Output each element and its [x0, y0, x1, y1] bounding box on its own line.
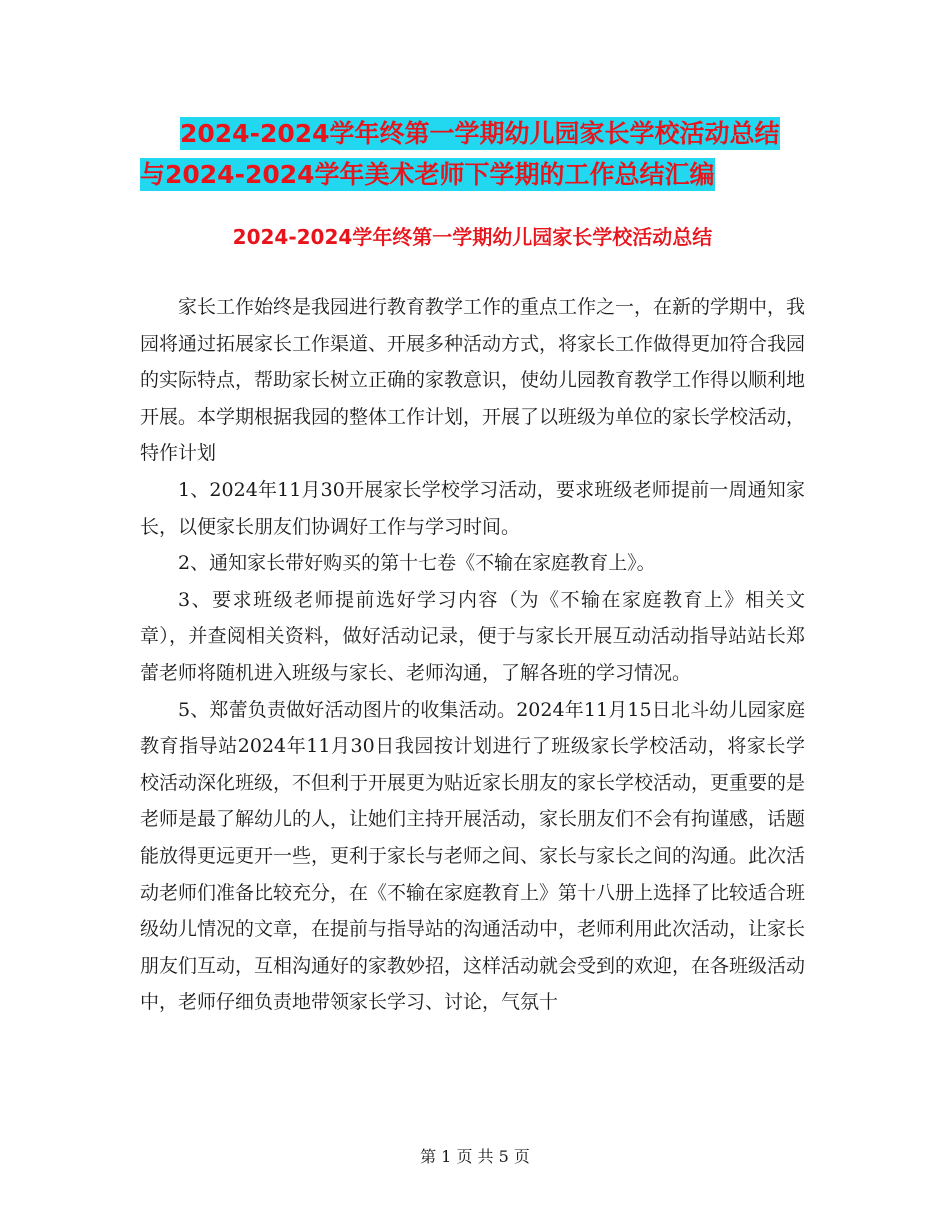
page-footer	[0, 1146, 950, 1168]
section-title: 2024-2024学年终第一学期幼儿园家长学校活动总结	[232, 225, 713, 249]
paragraph-item-5: 5、郑蕾负责做好活动图片的收集活动。2024年11月15日北斗幼儿园家庭教育指导站2024年11月30日我园按计划进行了班级家长学校活动，将家长学校活动深化班级，不但利于开展更为贴近家长朋友的家长学校活动，更重要的是老师是最了解幼儿的人，让她们主持开展活动，家长朋友们不会有拘谨感，话题能放得更远更开一些，更利于家长与老师之间、家长与家长之间的沟通。此次活动老师们准备比较充分，在《不输在家庭教育上》第十八册上选择了比较适合班级幼儿情况的文章，在提前与指导站的沟通活动中，老师利用此次活动，让家长朋友们互动，互相沟通好的家教妙招，这样活动就会受到的欢迎，在各班级活动中，老师仔细负责地带领家长学习、讨论，气氛十	[140, 698, 806, 1014]
main-title-line-2-text: 与2024-2024学年美术老师下学期的工作总结汇编	[140, 160, 715, 189]
paragraph-item-3: 3、要求班级老师提前选好学习内容（为《不输在家庭教育上》相关文章），并查阅相关资料，做好活动记录，便于与家长开展互动活动指导站站长郑蕾老师将随机进入班级与家长、老师沟通，了解各班的学习情况。	[140, 588, 805, 684]
paragraph-intro: 家长工作始终是我园进行教育教学工作的重点工作之一，在新的学期中，我园将通过拓展家长工作渠道、开展多种活动方式，将家长工作做得更加符合我园的实际特点，帮助家长树立正确的家教意识，使幼儿园教育教学工作得以顺利地开展。本学期根据我园的整体工作计划，开展了以班级为单位的家长学校活动，特作计划	[140, 296, 806, 465]
document-main-title	[140, 113, 830, 195]
main-title-line-1-text: 2024-2024学年终第一学期幼儿园家长学校活动总结	[180, 119, 780, 148]
main-title-line-2	[140, 154, 830, 195]
page-number-label: 第 1 页 共 5 页	[420, 1147, 530, 1166]
document-body	[140, 289, 805, 1021]
paragraph-item-1: 1、2024年11月30开展家长学校学习活动，要求班级老师提前一周通知家长，以便家长朋友们协调好工作与学习时间。	[140, 478, 805, 538]
main-title-line-1	[140, 113, 830, 154]
paragraph-item-2: 2、通知家长带好购买的第十七卷《不输在家庭教育上》。	[178, 552, 656, 575]
